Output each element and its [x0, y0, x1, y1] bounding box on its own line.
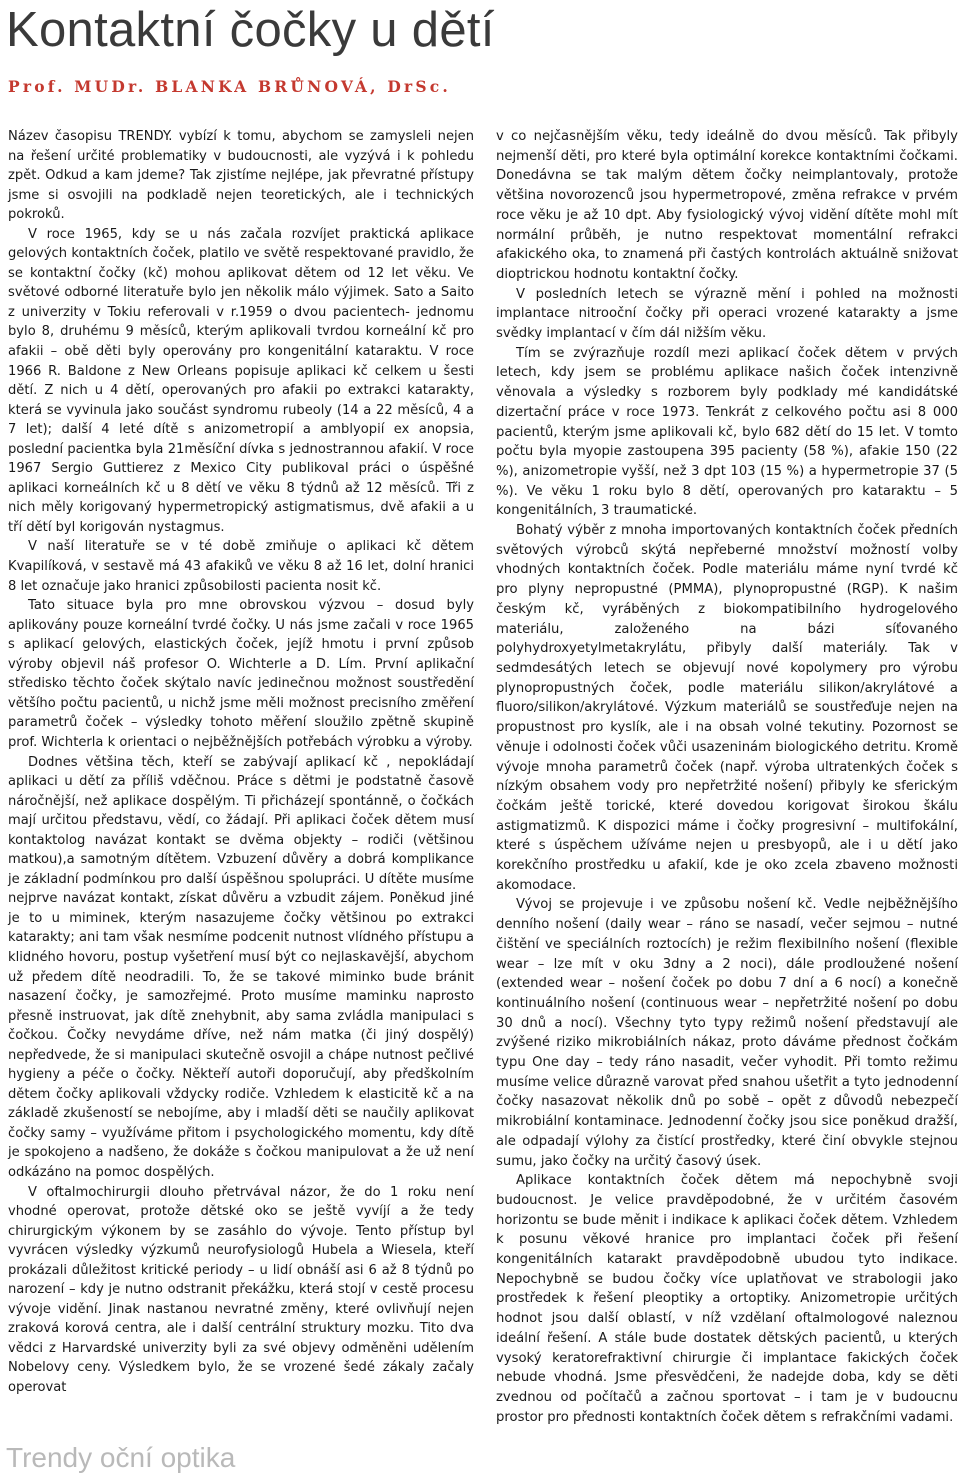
paragraph: Název časopisu TRENDY. vybízí k tomu, abychom se zamysleli nejen na řešení určité problematiky v budoucnosti, ale vyzývá i k pohledu zpět. Odkud a kam jdeme? Tak zjistíme nejlépe, jak převratné přístupy jsme si osvojili na podkladě nejen teoretických, ale i technických pokroků.	[8, 129, 474, 223]
paragraph: Bohatý výběr z mnoha importovaných kontaktních čoček předních světových výrobců skýtá nepřeberné množství možností volby vhodných kontaktních čoček. Podle materiálu máme nyní tvrdé kč pro plyny nepropustné (PMMA), plynopropustné (RGP). K našim českým kč, vyráběných z biokompatibilního hydrogelového materiálu, založeného na bázi síťovaného polyhydroxyetylmetakrylátu, přibyly další materiály. Tak v sedmdesátých letech se objevují nové kopolymery pro výrobu plynopropustných čoček, podle materiálu silikon/akrylátové a fluoro/silikon/akrylátové. Výzkum materiálů se soustřeďuje nejen na propustnost pro kyslík, ale i na obsah volné tekutiny. Pozornost se věnuje i odolnosti čoček vůči usazeninám biologického detritu. Kromě vývoje mnoha parametrů čoček (např. výroba ultratenkých čoček s nízkým obsahem vody pro nepřetržité nošení) přibyly ke sferickým čočkám ještě torické, které dovedou korigovat širokou škálu astigmatizmů. K dispozici máme i čočky progresivní – multifokální, které s úspěchem užíváme nejen u presbyopů, ale i u dětí jako korekčního prostředku u afakií, kde je oko zcela zbaveno možnosti akomodace.	[496, 523, 958, 893]
paragraph: Aplikace kontaktních čoček dětem má nepochybně svoji budoucnost. Je velice pravděpodobné, že v určitém časovém horizontu se bude měnit i indikace k aplikaci čoček dětem. Vzhledem k posunu věkové hranice pro implantaci čoček při řešení kongenitálních katarakt pravděpodobně ubudou tyto indikace. Nepochybně se budou čočky více uplatňovat ve strabologii jako prostředek k řešení pleoptiky a ortoptiky. Anizometropie určitých hodnot jsou další oblastí, v níž vzdělaní oftalmologové naleznou ideální řešení. A stále bude dostatek dětských pacientů, u kterých vysoký keratorefraktivní chirurgie či implantace fakických čoček nebude vhodná. Jsme přesvědčeni, že nadejde doba, kdy se děti zvednou od počítačů a začnou sportovat – i tam je v budoucnu prostor pro přednosti kontaktních čoček dětem s refrakčními vadami.	[496, 1173, 958, 1425]
paragraph: V roce 1965, kdy se u nás začala rozvíjet praktická aplikace gelových kontaktních čoček, platilo ve světě respektované pravidlo, že se kontaktní čočky (kč) mohou aplikovat dětem od 12 let věku. Ve světové odborné literatuře bylo jen několik málo výjimek. Sato a Saito z univerzity v Tokiu referovali v r.1959 o dvou pacientech- jednomu bylo 8, druhému 9 měsíců, kterým aplikovali tvrdou korneální kč pro afakii – obě děti byly operovány pro kongenitální kataraktu. V roce 1966 R. Baldone z New Orleans popisuje aplikaci kč celkem u šesti dětí. Z nich u 4 dětí, operovaných pro afakii po extrakci katarakty, která se vyvinula jako součást syndromu rubeoly (14 a 22 měsíců, 4 a 7 let); další 4 leté dítě s anizometropií a amblyopií ex anopsia, poslední pacientka byla 21měsíční dívka s jednostrannou afakií. V roce 1967 Sergio Guttierez z Mexico City publikoval práci o úspěšné aplikaci korneálních kč u 8 dětí ve věku 8 týdnů až 12 měsíců. Tři z nich měly korigovaný hypermetropický astigmatismus, dvě afakii a u tří dětí byl korigován nystagmus.	[8, 226, 474, 535]
paragraph: V naší literatuře se v té době zmiňuje o aplikaci kč dětem Kvapilíková, v sestavě má 43 afakiků ve věku 8 až 16 let, dolní hranici 8 let označuje jako hranici způsobilosti pacienta nosit kč.	[8, 539, 474, 594]
paragraph: Tato situace byla pro mne obrovskou výzvou – dosud byly aplikovány pouze korneální tvrdé čočky. U nás jsme začali v roce 1965 s aplikací gelových, elastických čoček, jejíž hmotu i první způsob výroby objevil náš profesor O. Wichterle a D. Lím. První aplikační středisko těchto čoček skýtalo navíc jedinečnou možnost soustředění většího počtu pacientů, u nichž jsme měli možnost precisního změření parametrů čoček – výsledky tohoto měření sloužilo zpětně skupině prof. Wichterla k orientaci o nejběžnějších potřebách výrobku a výroby.	[8, 598, 474, 750]
text-column-left	[8, 127, 474, 1398]
text-column-right	[496, 127, 958, 1427]
paragraph: v co nejčasnějším věku, tedy ideálně do dvou měsíců. Tak přibyly nejmenší děti, pro které byla optimální korekce kontaktními čočkami. Donedávna se tak malým dětem čočky neimplantovaly, protože většina novorozenců jsou hypermetropové, změna refrakce v prvém roce věku je až 10 dpt. Aby fysiologický vývoj vidění dítěte mohl mít normální průběh, je nutno respektovat momentální refrakci afakického oka, to znamená při častých kontrolách aktuálně snižovat dioptrickou hodnotu kontaktní čočky.	[496, 129, 958, 282]
author-byline: Prof. MUDr. BLANKA BRŮNOVÁ, DrSc.	[8, 77, 451, 96]
paragraph: Tím se zvýrazňuje rozdíl mezi aplikací čoček dětem v prvých letech, kdy jsem se problému aplikace našich čoček intenzivně věnovala a výsledky s rozborem byly podklady mé kandidátské dizertační práce v roce 1973. Tenkrát z celkového počtu asi 8 000 pacientů, kterým jsme aplikovali kč, bylo 682 dětí do 15 let. V tomto počtu byla myopie zastoupena 395 pacienty (58 %), afakie 150 (22 %), anizometropie vyšší, než 3 dpt 103 (15 %) a hypermetropie 37 (5 %). Ve věku 1 roku bylo 8 dětí, operovaných pro kataraktu – 5 kongenitálních, 3 traumatické.	[496, 345, 958, 519]
paragraph: V oftalmochirurgii dlouho přetrvával názor, že do 1 roku není vhodné operovat, protože dětské oko se ještě vyvíjí a že tedy chirurgickým výkonem by se zasáhlo do vývoje. Tento přístup byl vyvrácen výsledky výzkumů neurofysiologů Hubela a Wiesela, kteří prokázali důležitost kritické periody – u lidí obnáší asi 6 až 8 týdnů po narození – kdy je nutno odstranit překážku, která stojí v cestě procesu vývoje vidění. Jinak nastanou nevratné změny, které ovlivňují nejen zraková korová centra, ale i další centrální struktury mozku. Tito dva vědci z Harvardské univerzity byli za své objevy odměněni udělením Nobelovy ceny. Výsledkem bylo, že se vrozené šedé zákaly začaly operovat	[8, 1184, 474, 1395]
paragraph: Dodnes většina těch, kteří se zabývají aplikací kč , nepokládají aplikaci u dětí za příliš vděčnou. Práce s dětmi je podstatně časově náročnější, než aplikace dospělým. Ti přicházejí spontánně, o čočkách mají určitou představu, vědí, co žádají. Při aplikaci čoček dětem musí kontaktolog navázat kontakt se dvěma objekty – rodiči (většinou matkou),a samotným dítětem. Vzbuzení důvěry a dobrá komplikance je základní podmínkou pro další úspěšnou spolupráci. U dítěte musíme nejprve navázat kontakt, získat důvěru a vzbudit zájem. Poněkud jiné je to u miminek, kterým nasazujeme čočky většinou po extrakci katarakty; ani tam však nesmíme podcenit nutnost vlídného přístupu a klidného hovoru, postup vyšetření musí být co nejlaskavější, abychom už předem dítě neodradili. To, že se takové miminko bude bránit nasazení čočky, je samozřejmé. Proto musíme maminku naprosto přesně instruovat, jak dítě znehybnit, aby sama zvládla manipulaci s čočkou. Čočky nevydáme dříve, než nám matka (či jiný dospělý) nepředvede, že si manipulaci skutečně osvojil a chápe nutnost pečlivé hygieny a péče o čočky. Někteří autoři doporučují, aby předškolním dětem čočky aplikovali vždycky rodiče. Vzhledem k elasticitě kč a na základě zkušeností se nebojíme, aby i mladší děti se naučily aplikovat čočky samy – využíváme přitom i psychologického momentu, kdy dítě je spokojeno a nadšeno, že dokáže s čočkou manipulovat a že už není odkázáno na pomoc dospělých.	[8, 754, 474, 1180]
paragraph: Vývoj se projevuje i ve způsobu nošení kč. Vedle nejběžnějšího denního nošení (daily wear – ráno se nasadí, večer sejmou – nutné čištění ve speciálních roztocích) je režim flexibilního nošení (flexible wear – lze mít v oku 3dny a 2 noci), dále prodloužené nošení (extended wear – nošení čoček po dobu 7 dní a 6 nocí) a konečně kontinuálního nošení (continuous wear – nepřetržité nošení po dobu 30 dnů a nocí). Všechny tyto typy režimů nošení představují ale zvýšené riziko mikrobiálních nákaz, proto dáváme přednost čočkám typu One day – tedy ráno nasadit, večer vyhodit. Při tomto režimu musíme velice důrazně varovat před snahou ušetřit a tyto jednodenní čočky nasazovat několik dnů po sobě – opět z důvodů nebezpečí mikrobiální kontaminace. Jednodenní čočky jsou sice poněkud dražší, ale odpadají výlohy za čistící prostředky, které činí obvykle stejnou sumu, jako čočky na určitý časový úsek.	[496, 897, 958, 1169]
journal-footer: Trendy oční optika	[6, 1442, 236, 1473]
paragraph: V posledních letech se výrazně mění i pohled na možnosti implantace nitrooční čočky při operaci vrozené katarakty a jsme svědky implantací v čím dál nižším věku.	[496, 286, 958, 342]
article-title: Kontaktní čočky u dětí	[6, 3, 495, 57]
